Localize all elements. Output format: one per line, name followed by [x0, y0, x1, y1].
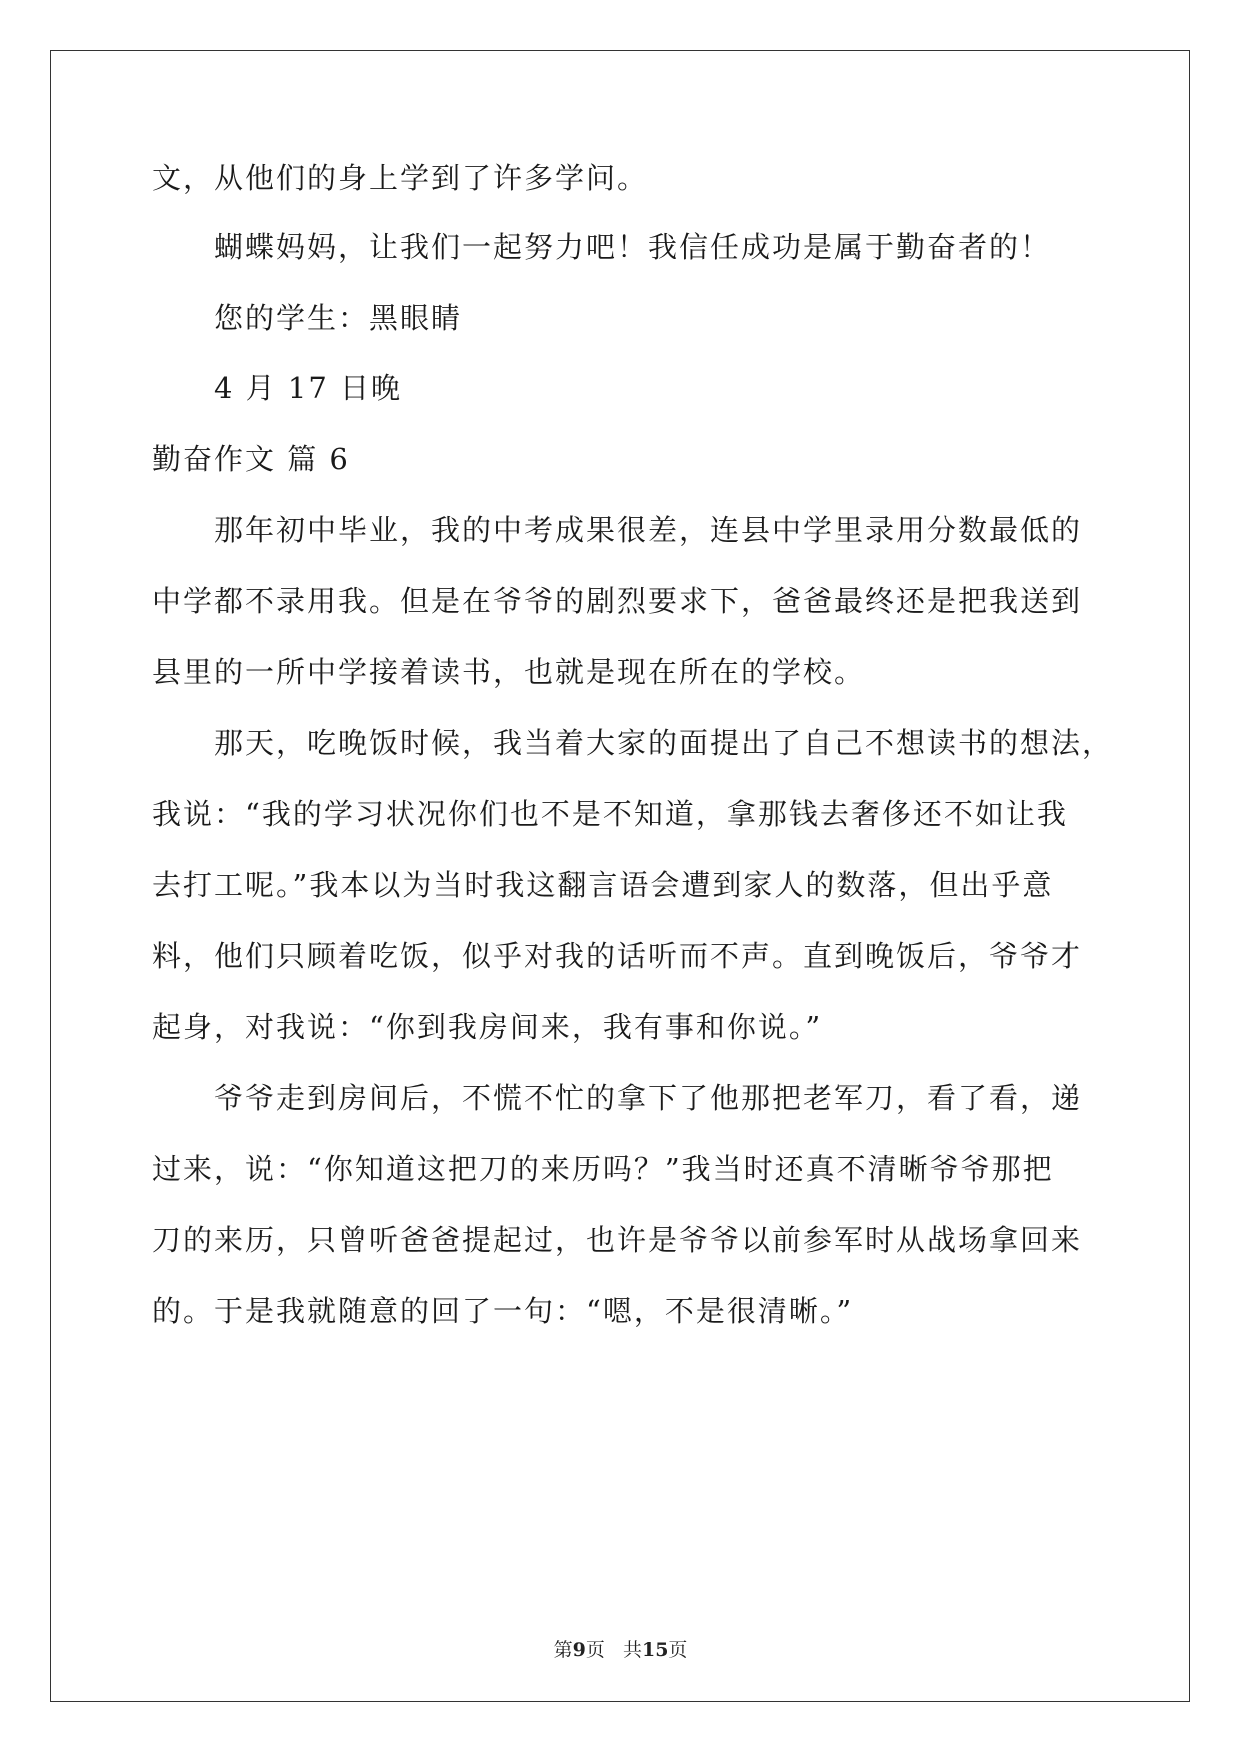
text-line: 4 月 17 日晚	[214, 371, 403, 405]
text-line: 刀的来历，只曾听爸爸提起过，也许是爷爷以前参军时从战场拿回来	[152, 1223, 1083, 1257]
page-footer	[0, 1638, 1241, 1662]
text-line: 去打工呢。”我本以为当时我这翻言语会遭到家人的数落，但出乎意	[152, 868, 1054, 902]
text-line: 起身，对我说：“你到我房间来，我有事和你说。”	[152, 1010, 823, 1044]
section-heading: 勤奋作文 篇 6	[152, 442, 350, 476]
footer-prefix: 第	[553, 1639, 573, 1661]
text-line: 您的学生：黑眼睛	[214, 301, 463, 335]
text-line: 的。于是我就随意的回了一句：“嗯，不是很清晰。”	[152, 1294, 854, 1328]
text-line: 过来，说：“你知道这把刀的来历吗？”我当时还真不清晰爷爷那把	[152, 1152, 1054, 1186]
text-line: 料，他们只顾着吃饭，似乎对我的话听而不声。直到晚饭后，爷爷才	[152, 939, 1083, 973]
page-number: 9	[572, 1639, 586, 1661]
footer-total-prefix: 共	[622, 1639, 642, 1661]
footer-page-unit: 页	[585, 1639, 605, 1661]
text-line: 那年初中毕业，我的中考成果很差，连县中学里录用分数最低的	[214, 513, 1083, 547]
text-line: 蝴蝶妈妈，让我们一起努力吧！我信任成功是属于勤奋者的！	[214, 230, 1052, 264]
total-pages: 15	[641, 1639, 669, 1661]
text-line: 我说：“我的学习状况你们也不是不知道，拿那钱去奢侈还不如让我	[152, 797, 1068, 831]
text-line: 那天，吃晚饭时候，我当着大家的面提出了自己不想读书的想法，	[214, 726, 1114, 760]
text-line: 中学都不录用我。但是在爷爷的剧烈要求下，爸爸最终还是把我送到	[152, 584, 1083, 618]
text-line: 文，从他们的身上学到了许多学问。	[152, 161, 649, 195]
footer-total-unit: 页	[668, 1639, 688, 1661]
text-line: 爷爷走到房间后，不慌不忙的拿下了他那把老军刀，看了看，递	[214, 1081, 1083, 1115]
text-line: 县里的一所中学接着读书，也就是现在所在的学校。	[152, 655, 866, 689]
